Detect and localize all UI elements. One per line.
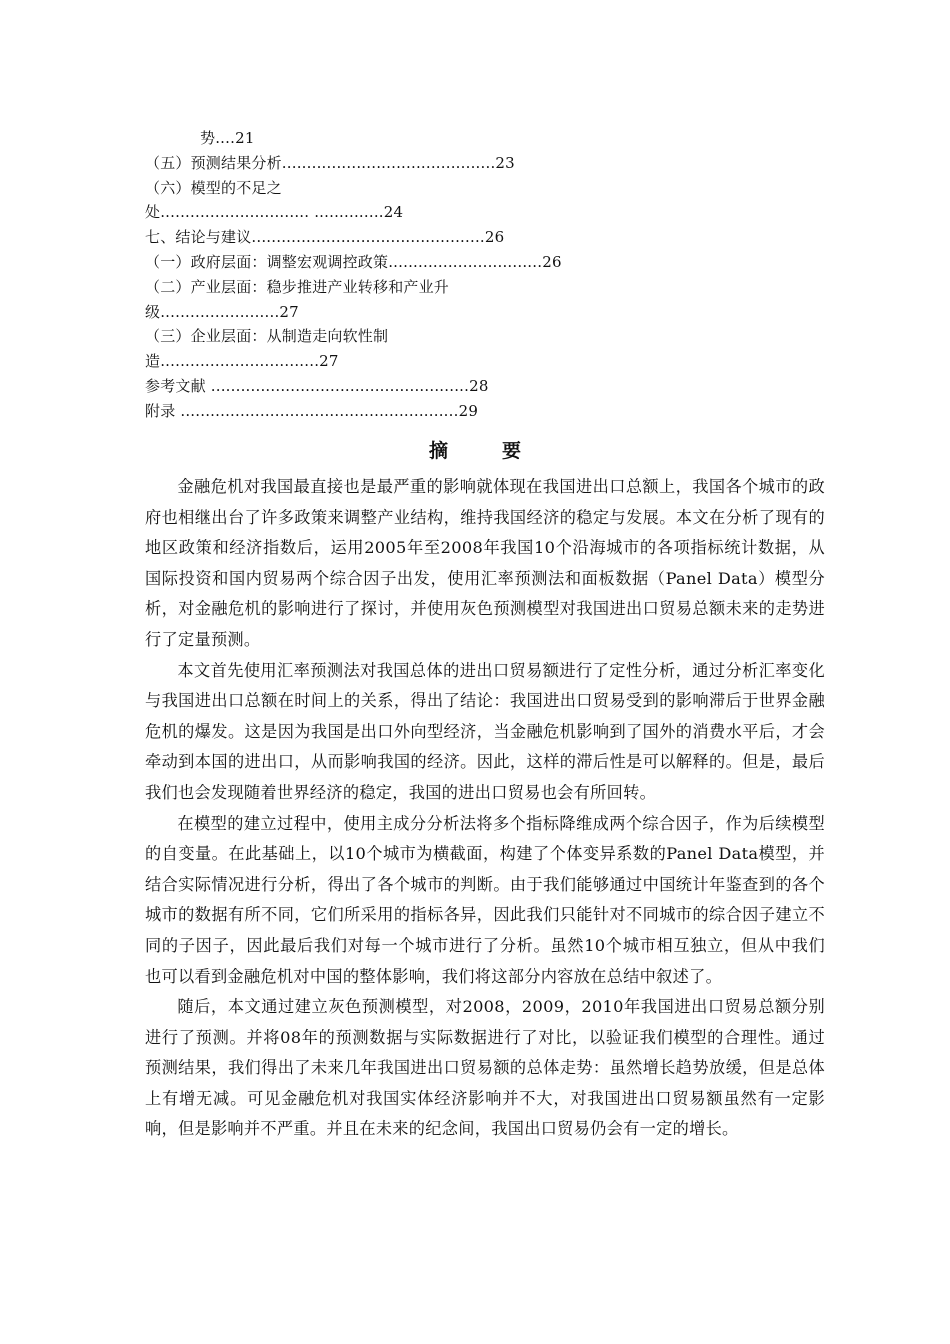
toc-entry[interactable]: （五）预测结果分析...........................................23 <box>145 153 515 172</box>
toc-entry[interactable]: （一）政府层面：调整宏观调控政策...............................26 <box>145 252 562 271</box>
abstract-title: 摘要 <box>428 440 575 462</box>
toc-entry[interactable]: 势....21 <box>200 129 255 147</box>
table-of-contents <box>145 126 810 424</box>
toc-entry[interactable]: （六）模型的不足之 <box>145 178 282 197</box>
abstract-paragraph: 金融危机对我国最直接也是最严重的影响就体现在我国进出口总额上，我国各个城市的政府也相继出台了许多政策来调整产业结构，维持我国经济的稳定与发展。本文在分析了现有的地区政策和经济指数后，运用2005年至2008年我国10个沿海城市的各项指标统计数据，从国际投资和国内贸易两个综合因子出发，使用汇率预测法和面板数据（Panel Data）模型分析，对金融危机的影响进行了探讨，并使用灰色预测模型对我国进出口贸易总额未来的走势进行了定量预测。 <box>145 477 825 649</box>
toc-entry[interactable]: 级........................27 <box>145 302 299 321</box>
toc-entry[interactable]: 处.............................. ..............24 <box>145 203 404 222</box>
toc-entry[interactable]: 造................................27 <box>145 352 339 371</box>
abstract-paragraph: 本文首先使用汇率预测法对我国总体的进出口贸易额进行了定性分析，通过分析汇率变化与我国进出口总额在时间上的关系，得出了结论：我国进出口贸易受到的影响滞后于世界金融危机的爆发。这是因为我国是出口外向型经济，当金融危机影响到了国外的消费水平后，才会牵动到本国的进出口，从而影响我国的经济。因此，这样的滞后性是可以解释的。但是，最后我们也会发现随着世界经济的稳定，我国的进出口贸易也会有所回转。 <box>145 660 825 802</box>
abstract-paragraph: 随后，本文通过建立灰色预测模型，对2008，2009，2010年我国进出口贸易总额分别进行了预测。并将08年的预测数据与实际数据进行了对比，以验证我们模型的合理性。通过预测结果，我们得出了未来几年我国进出口贸易额的总体走势：虽然增长趋势放缓，但是总体上有增无减。可见金融危机对我国实体经济影响并不大，对我国进出口贸易额虽然有一定影响，但是影响并不严重。并且在未来的纪念间，我国出口贸易仍会有一定的增长。 <box>145 997 825 1139</box>
toc-entry[interactable]: 参考文献 ....................................................28 <box>145 376 489 395</box>
abstract-paragraph: 在模型的建立过程中，使用主成分分析法将多个指标降维成两个综合因子，作为后续模型的自变量。在此基础上，以10个城市为横截面，构建了个体变异系数的Panel Data模型，并结合实际情况进行分析，得出了各个城市的判断。由于我们能够通过中国统计年鉴查到的各个城市的数据有所不同，它们所采用的指标各异，因此我们只能针对不同城市的综合因子建立不同的子因子，因此最后我们对每一个城市进行了分析。虽然10个城市相互独立，但从中我们也可以看到金融危机对中国的整体影响，我们将这部分内容放在总结中叙述了。 <box>145 813 825 986</box>
toc-entry[interactable]: 七、结论与建议...............................................26 <box>145 228 505 247</box>
abstract-body <box>145 472 825 1145</box>
toc-entry[interactable]: （三）企业层面：从制造走向软性制 <box>145 327 389 346</box>
toc-entry[interactable]: （二）产业层面：稳步推进产业转移和产业升 <box>145 277 450 296</box>
toc-entry[interactable]: 附录 ........................................................29 <box>145 401 479 420</box>
